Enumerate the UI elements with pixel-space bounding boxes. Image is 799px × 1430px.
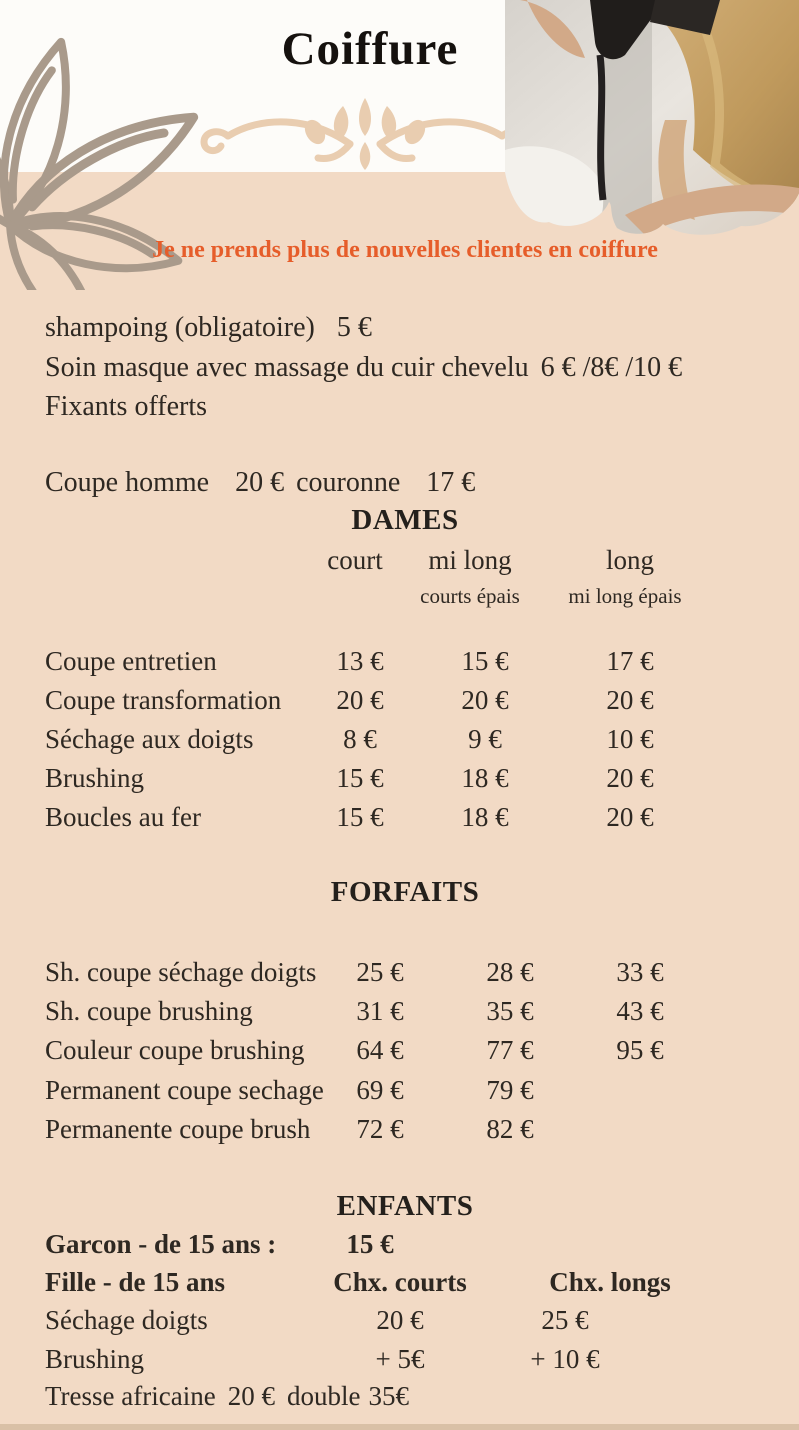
service-label: Coupe transformation (45, 685, 282, 715)
column-header: Chx. longs (549, 1267, 671, 1297)
table-row (0, 957, 799, 991)
column-subheader: mi long épais (568, 584, 682, 608)
table-row (0, 1344, 799, 1378)
page-title: Coiffure (281, 23, 459, 75)
price-value: 15 € (346, 1229, 394, 1259)
column-header: Chx. courts (333, 1267, 467, 1297)
price-value: 28 € (486, 957, 534, 987)
service-label: Permanent coupe sechage (45, 1075, 324, 1105)
column-header: long (605, 545, 654, 575)
price-value: 25 € (356, 957, 404, 987)
service-price: 17 € (426, 467, 476, 498)
table-row (0, 724, 799, 758)
section-title-enfants: ENFANTS (336, 1190, 474, 1222)
service-label: Séchage doigts (45, 1305, 208, 1335)
table-row (0, 646, 799, 680)
service-label: Boucles au fer (45, 802, 201, 832)
service-label: double (286, 1381, 361, 1411)
table-row (0, 802, 799, 836)
service-label: Sh. coupe séchage doigts (45, 957, 317, 987)
service-label: Fille - de 15 ans (45, 1267, 225, 1297)
service-label: Séchage aux doigts (45, 724, 254, 754)
price-value: 17 € (606, 646, 654, 676)
price-value: 15 € (336, 763, 384, 793)
price-value: 64 € (356, 1035, 404, 1065)
price-value: + 10 € (530, 1344, 600, 1374)
service-label: shampoing (obligatoire) (45, 312, 315, 343)
column-header: mi long (428, 545, 512, 575)
price-value: 20 € (606, 763, 654, 793)
service-label: Coupe entretien (45, 646, 217, 676)
intro-line (45, 392, 207, 423)
price-value: 33 € (616, 957, 664, 987)
price-value: 20 € (461, 685, 509, 715)
service-label: Coupe homme (45, 467, 210, 498)
price-value: 15 € (336, 802, 384, 832)
price-value: 10 € (606, 724, 654, 754)
price-value: 25 € (541, 1305, 589, 1335)
table-row (0, 1114, 799, 1148)
price-value: 15 € (461, 646, 509, 676)
price-value: 20 € (606, 685, 654, 715)
price-value: 31 € (356, 996, 404, 1026)
table-row (0, 1267, 799, 1301)
service-price: 6 € /8€ /10 € (540, 352, 683, 383)
table-row (0, 1229, 799, 1263)
price-value: 18 € (461, 802, 509, 832)
service-label: Sh. coupe brushing (45, 996, 253, 1026)
price-value: 20 € (227, 1381, 275, 1411)
table-row (0, 1305, 799, 1339)
price-value: + 5€ (375, 1344, 425, 1374)
service-label: Soin masque avec massage du cuir chevelu (45, 352, 529, 383)
price-value: 20 € (336, 685, 384, 715)
service-label: Fixants offerts (45, 391, 208, 422)
price-value: 43 € (616, 996, 664, 1026)
service-price: 5 € (336, 312, 372, 343)
service-label: Couleur coupe brushing (45, 1035, 305, 1065)
price-value: 8 € (343, 724, 377, 754)
table-row (0, 1075, 799, 1109)
price-value: 95 € (616, 1035, 664, 1065)
service-label: couronne (296, 467, 401, 498)
price-value: 18 € (461, 763, 509, 793)
column-subheader: courts épais (420, 584, 520, 608)
homme-line (45, 468, 475, 499)
section-title-forfaits: FORFAITS (330, 876, 480, 908)
price-value: 69 € (356, 1075, 404, 1105)
service-label: Garcon - de 15 ans : (45, 1229, 277, 1259)
intro-line (45, 353, 682, 384)
service-label: Brushing (45, 763, 145, 793)
tresse-line (45, 1382, 409, 1412)
bottom-edge-strip (0, 1424, 799, 1430)
price-value: 13 € (336, 646, 384, 676)
price-value: 77 € (486, 1035, 534, 1065)
price-value: 20 € (376, 1305, 424, 1335)
price-value: 35 € (486, 996, 534, 1026)
column-header: court (327, 545, 383, 575)
price-value: 82 € (486, 1114, 534, 1144)
price-value: 9 € (468, 724, 502, 754)
table-row (0, 996, 799, 1030)
service-label: Brushing (45, 1344, 145, 1374)
intro-line (45, 313, 372, 344)
notice-text: Je ne prends plus de nouvelles clientes en coiffure (152, 237, 658, 263)
salon-blowdry-photo (505, 0, 799, 240)
price-value: 72 € (356, 1114, 404, 1144)
service-price: 20 € (235, 467, 285, 498)
service-label: Permanente coupe brush (45, 1114, 311, 1144)
section-title-dames: DAMES (351, 504, 459, 536)
table-row (0, 763, 799, 797)
price-value: 79 € (486, 1075, 534, 1105)
price-value: 35€ (368, 1381, 409, 1411)
price-value: 20 € (606, 802, 654, 832)
ornamental-flourish-icon (200, 92, 530, 172)
service-label: Tresse africaine (45, 1381, 216, 1411)
table-row (0, 1035, 799, 1069)
table-row (0, 685, 799, 719)
